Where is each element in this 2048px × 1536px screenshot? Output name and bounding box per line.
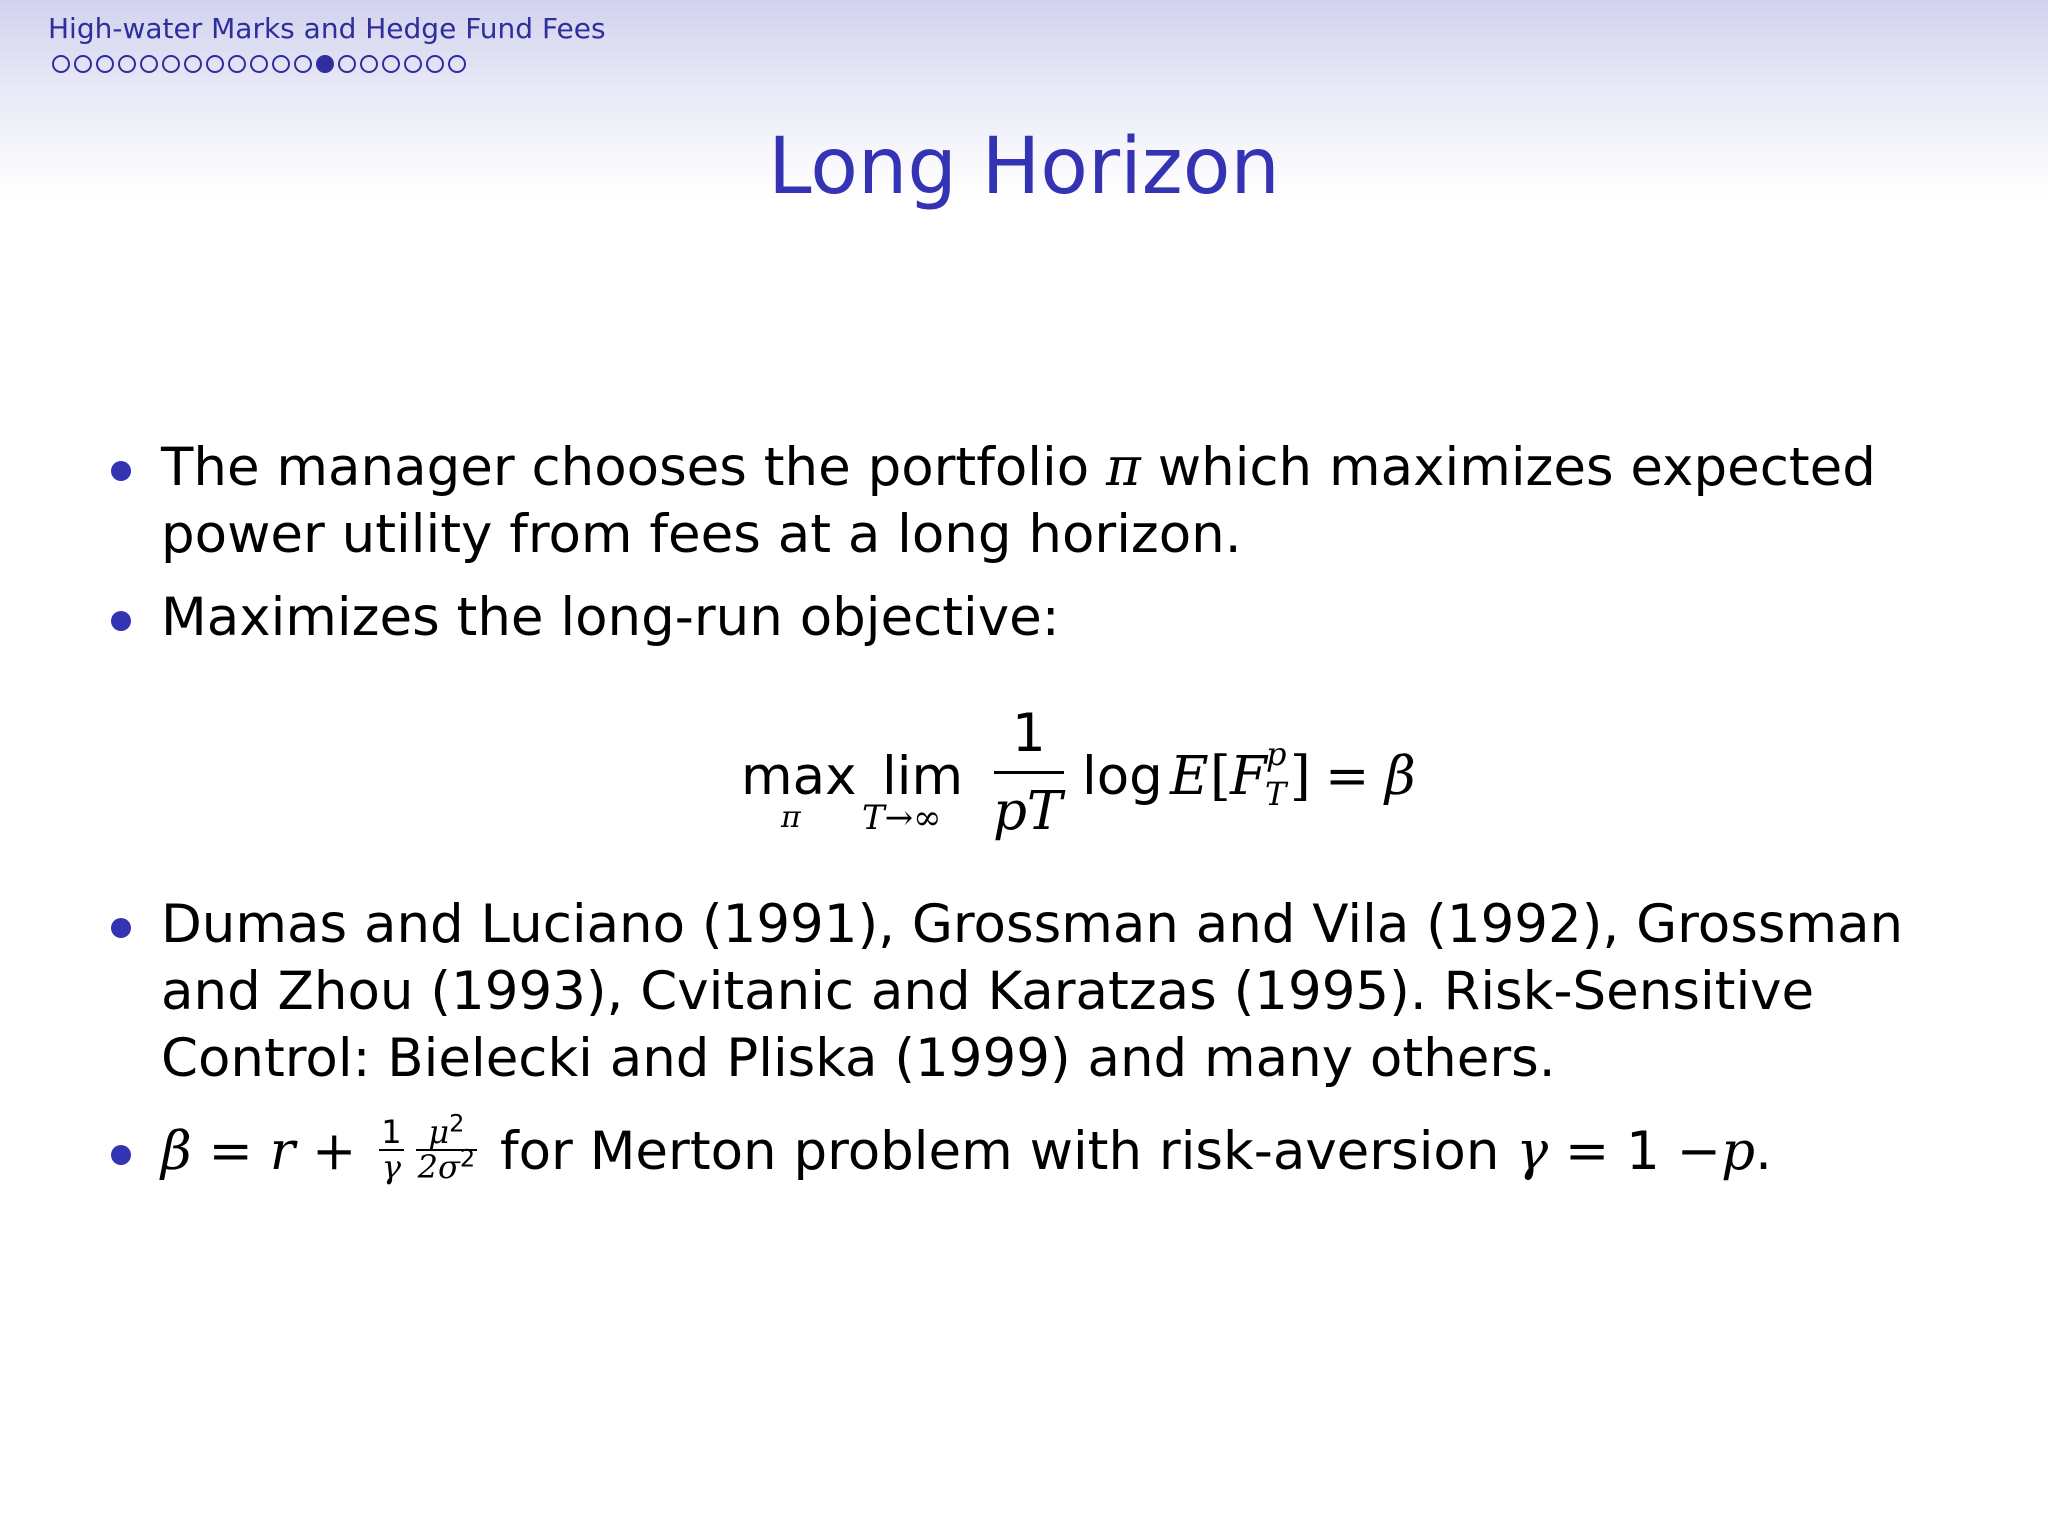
objective-formula [0, 700, 2048, 850]
nav-dot[interactable] [52, 55, 70, 73]
formula-fraction-denominator: pT [993, 781, 1063, 842]
formula-beta: β [1385, 746, 1416, 807]
bullet-text: for Merton problem with risk-aversion [499, 1121, 1500, 1182]
nav-dot[interactable] [96, 55, 114, 73]
formula-lim: lim [882, 746, 964, 807]
nav-dot[interactable] [426, 55, 444, 73]
beta-symbol: β [161, 1121, 192, 1182]
nav-dot[interactable] [74, 55, 92, 73]
bullet-text: Maximizes the long-run objective: [161, 587, 1060, 648]
one-value: 1 [1626, 1121, 1660, 1182]
bullet-text: The manager chooses the portfolio [161, 437, 1090, 498]
period: . [1755, 1121, 1772, 1182]
r-symbol: r [269, 1121, 296, 1182]
bullet-item-merton [161, 1109, 1991, 1189]
formula-bracket-open: [ [1210, 746, 1231, 807]
nav-dot[interactable] [294, 55, 312, 73]
slide-title: Long Horizon [768, 122, 1280, 212]
minus-sign: − [1676, 1121, 1722, 1182]
slide-navigation-dots [52, 55, 466, 73]
formula-log: log [1082, 746, 1163, 807]
bullet-text: Dumas and Luciano (1991), Grossman and Vila (1992), Grossman and Zhou (1993), Cvitanic and Karatzas (1995). Risk-Sensitive Control: Bielecki and Pliska (1999) and many others. [161, 894, 1904, 1089]
gamma-symbol: γ [1516, 1121, 1548, 1182]
equals-sign-2: = [1564, 1121, 1610, 1182]
bullet-item-portfolio [161, 434, 1991, 568]
nav-dot[interactable] [206, 55, 224, 73]
bullet-item-objective [161, 584, 1991, 651]
nav-dot[interactable] [250, 55, 268, 73]
formula-lim-subscript: T→∞ [862, 798, 942, 838]
bullet-item-references [161, 891, 1991, 1092]
fraction-mu-sq-over-two-sigma-sq: $\frac{\mu^2}{2\sigma^2}$ [417, 1109, 476, 1187]
formula-fraction-numerator: 1 [1012, 703, 1046, 764]
formula-expectation: E [1170, 746, 1209, 807]
nav-dot[interactable] [382, 55, 400, 73]
nav-dot[interactable] [228, 55, 246, 73]
formula-max-subscript: π [781, 800, 801, 835]
fraction-one-over-gamma: $\frac{1}{\gamma}$ [381, 1112, 402, 1187]
p-symbol: p [1721, 1121, 1756, 1182]
nav-dot[interactable] [184, 55, 202, 73]
nav-dot[interactable] [272, 55, 290, 73]
nav-dot[interactable] [162, 55, 180, 73]
nav-dot-current[interactable] [316, 55, 334, 73]
nav-dot[interactable] [404, 55, 422, 73]
equals-sign: = [208, 1121, 253, 1182]
deck-title[interactable]: High-water Marks and Hedge Fund Fees [48, 12, 606, 45]
formula-max: max [741, 746, 857, 807]
formula-F: F [1230, 746, 1267, 807]
formula-equals: = [1325, 746, 1370, 807]
nav-dot[interactable] [338, 55, 356, 73]
bullet-text-continued: which maximizes expected power utility from fees at a long horizon. [161, 437, 1876, 565]
formula-fraction-bar [994, 771, 1064, 774]
plus-sign: + [311, 1121, 357, 1182]
nav-dot[interactable] [360, 55, 378, 73]
formula-bracket-close: ] [1290, 746, 1311, 807]
pi-symbol: π [1106, 437, 1141, 498]
formula-F-subscript: T [1265, 775, 1287, 813]
nav-dot[interactable] [118, 55, 136, 73]
formula-F-superscript: p [1266, 735, 1287, 773]
nav-dot[interactable] [140, 55, 158, 73]
nav-dot[interactable] [448, 55, 466, 73]
